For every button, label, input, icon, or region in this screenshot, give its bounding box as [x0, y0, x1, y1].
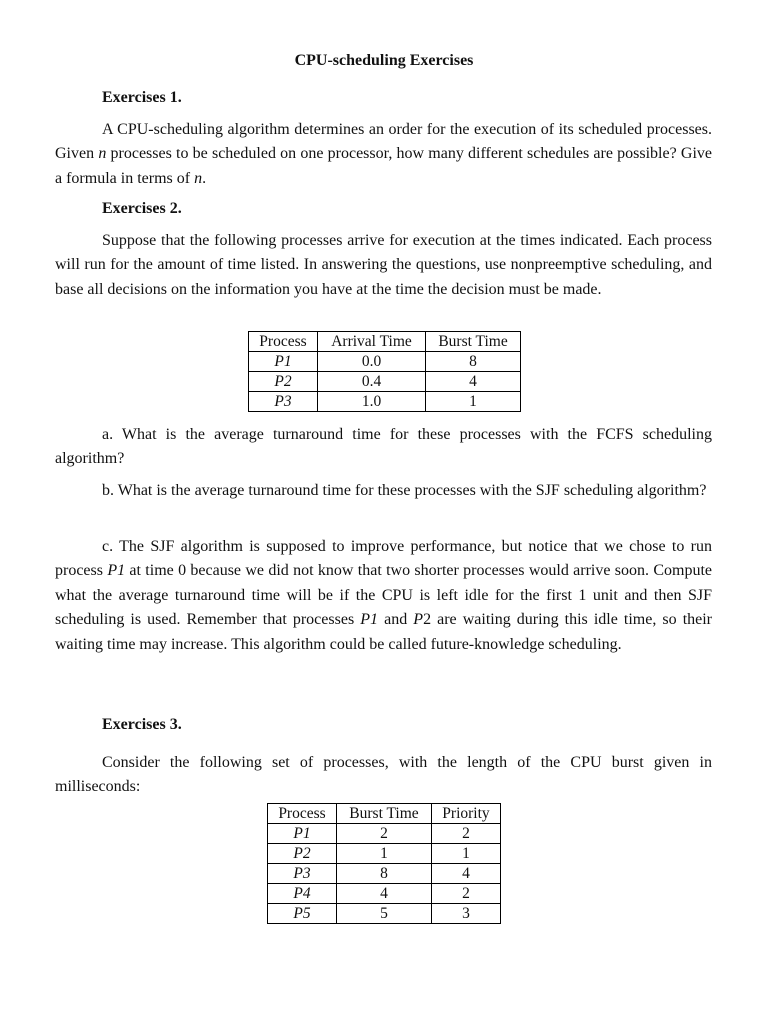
- table-row: [249, 372, 521, 392]
- italic-text: P1: [107, 562, 126, 580]
- table-row: [268, 864, 501, 884]
- italic-text: P: [413, 611, 424, 629]
- table-cell: 2: [431, 824, 500, 844]
- process-name-cell: P3: [268, 864, 337, 884]
- exercise-3-heading: Exercises 3.: [102, 716, 182, 733]
- exercise-2-intro: Suppose that the following processes arrive for execution at the times indicated. Each process will run for the amount of time listed. In answering the questions, use nonpreemptive scheduling, and base all decisions on the information you have at the time the decision must be made.: [55, 232, 712, 298]
- italic-text: P1: [360, 611, 379, 629]
- column-header: Burst Time: [426, 332, 521, 352]
- table-cell: 2: [336, 824, 431, 844]
- table-cell: 0.4: [317, 372, 425, 392]
- table-cell: 4: [431, 864, 500, 884]
- table-row: [268, 824, 501, 844]
- table-cell: 3: [431, 904, 500, 924]
- table-row: [249, 392, 521, 412]
- table-cell: 4: [426, 372, 521, 392]
- table-row: [268, 844, 501, 864]
- process-name-cell: P4: [268, 884, 337, 904]
- exercise-2-heading: Exercises 2.: [102, 200, 182, 217]
- table-cell: 8: [336, 864, 431, 884]
- exercise-1-text: A CPU-scheduling algorithm determines an order for the execution of its scheduled processes. Given n processes to be scheduled on one processor, how many different schedules are possible? Give a formula in terms of n.: [55, 121, 712, 187]
- table-header-row: [249, 332, 521, 352]
- column-header: Process: [249, 332, 318, 352]
- process-name-cell: P3: [249, 392, 318, 412]
- process-name-cell: P2: [249, 372, 318, 392]
- exercise-3-intro: Consider the following set of processes, with the length of the CPU burst given in milliseconds:: [55, 754, 712, 796]
- table-cell: 5: [336, 904, 431, 924]
- italic-text: n: [98, 145, 107, 163]
- exercise-1-heading: Exercises 1.: [102, 89, 182, 106]
- table-cell: 1: [336, 844, 431, 864]
- column-header: Priority: [431, 804, 500, 824]
- italic-text: n: [194, 169, 203, 187]
- process-name-cell: P2: [268, 844, 337, 864]
- column-header: Arrival Time: [317, 332, 425, 352]
- table-cell: 8: [426, 352, 521, 372]
- column-header: Process: [268, 804, 337, 824]
- process-name-cell: P5: [268, 904, 337, 924]
- table-cell: 1: [431, 844, 500, 864]
- page-title: CPU-scheduling Exercises: [294, 52, 474, 69]
- table-cell: 4: [336, 884, 431, 904]
- table-cell: 1.0: [317, 392, 425, 412]
- arrival-burst-table: [248, 331, 521, 412]
- process-name-cell: P1: [249, 352, 318, 372]
- question-a: a. What is the average turnaround time for these processes with the FCFS scheduling algorithm?: [55, 426, 712, 468]
- table-row: [268, 884, 501, 904]
- table-cell: 1: [426, 392, 521, 412]
- column-header: Burst Time: [336, 804, 431, 824]
- table-cell: 2: [431, 884, 500, 904]
- table-header-row: [268, 804, 501, 824]
- table-row: [249, 352, 521, 372]
- question-c: c. The SJF algorithm is supposed to improve performance, but notice that we chose to run process P1 at time 0 because we did not know that two shorter processes would arrive soon. Compute what the average turnaround time will be if the CPU is left idle for the first 1 unit and then SJF scheduling is used. Remember that processes P1 and P2 are waiting during this idle time, so their waiting time may increase. This algorithm could be called future-knowledge scheduling.: [55, 538, 713, 653]
- table-cell: 0.0: [317, 352, 425, 372]
- question-b: b. What is the average turnaround time for these processes with the SJF scheduling algorithm?: [102, 482, 707, 499]
- process-name-cell: P1: [268, 824, 337, 844]
- burst-priority-table: [267, 803, 501, 924]
- table-row: [268, 904, 501, 924]
